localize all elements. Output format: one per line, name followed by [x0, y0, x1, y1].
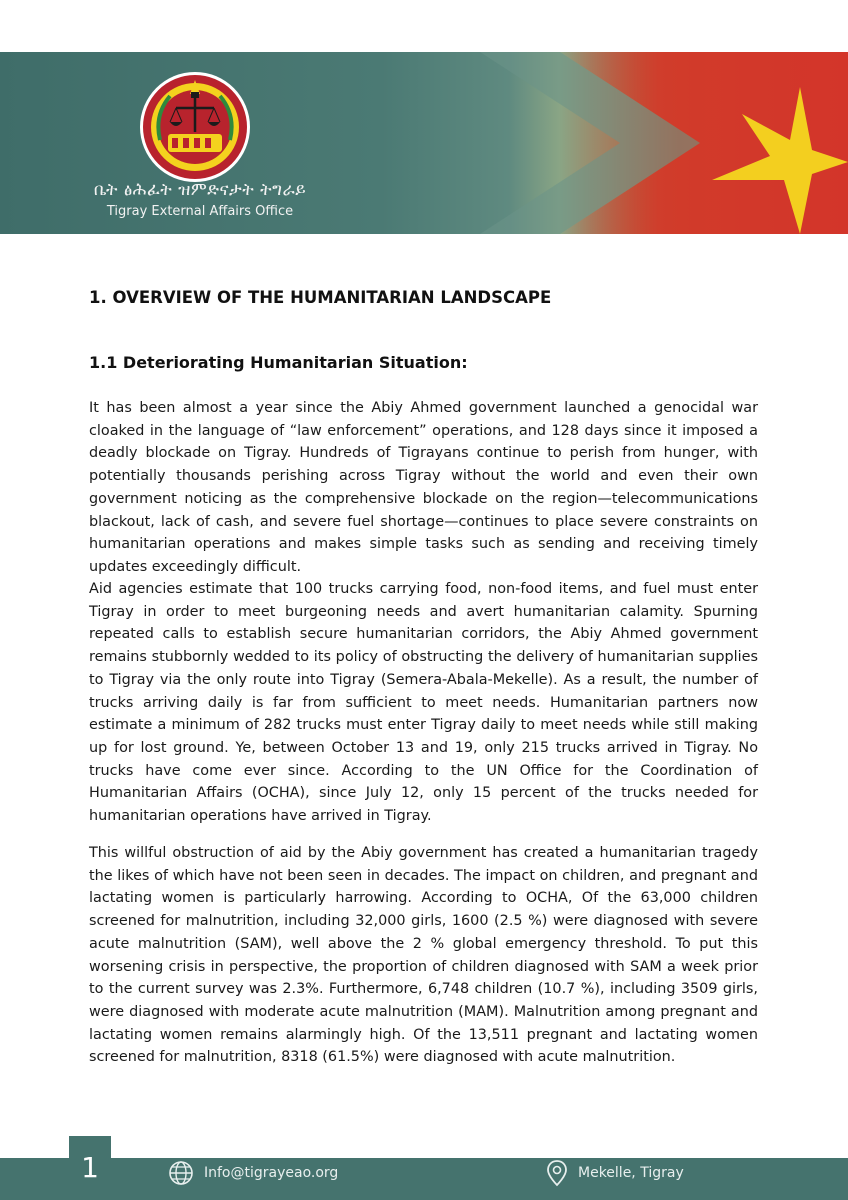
paragraph-2: Aid agencies estimate that 100 trucks carrying food, non-food items, and fuel must enter Tigray in order to meet burgeoning needs and avert humanitarian calamity. Spurning repeated calls to establish secure humanitarian corridors, the Abiy Ahmed government remains stubbornly wedded to its policy of obstructing the delivery of humanitarian supplies to Tigray via the only route into Tigray (Semera-Abala-Mekelle). As a result, the number of trucks arriving daily is far from sufficient to meet needs. Humanitarian partners now estimate a minimum of 282 trucks must enter Tigray daily to meet needs while still making up for lost ground. Ye, between October 13 and 19, only 215 trucks arrived in Tigray. No trucks have come ever since. According to the UN Office for the Coordination of Humanitarian Affairs (OCHA), since July 12, only 15 percent of the trucks needed for humanitarian operations have arrived in Tigray.	[89, 581, 758, 825]
section-subheading: 1.1 Deteriorating Humanitarian Situation:	[89, 353, 468, 372]
footer-location	[546, 1158, 684, 1188]
paragraph-3: This willful obstruction of aid by the Abiy government has created a humanitarian tragedy the likes of which have not been seen in decades. The impact on children, and pregnant and lactating women is particularly harrowing. According to OCHA, Of the 63,000 children screened for malnutrition, including 32,000 girls, 1600 (2.5 %) were diagnosed with severe acute malnutrition (SAM), well above the 2 % global emergency threshold. To put this worsening crisis in perspective, the proportion of children diagnosed with SAM a week prior to the current survey was 2.3%. Furthermore, 6,748 children (10.7 %), including 3509 girls, were diagnosed with moderate acute malnutrition (MAM). Malnutrition among pregnant and lactating women remains alarmingly high. Of the 13,511 pregnant and lactating women screened for malnutrition, 8318 (61.5%) were diagnosed with acute malnutrition.	[89, 845, 758, 1066]
page-number: 1	[69, 1136, 111, 1200]
location-pin-icon	[546, 1159, 568, 1187]
footer-bar	[0, 1158, 848, 1200]
paragraph-1: It has been almost a year since the Abiy Ahmed government launched a genocidal war cloaked in the language of “law enforcement” operations, and 128 days since it imposed a deadly blockade on Tigray. Hundreds of Tigrayans continue to perish from hunger, with potentially thousands perishing across Tigray without the world and even their own government noticing as the comprehensive blockade on the region—telecommunications blackout, lack of cash, and severe fuel shortage—continues to place severe constraints on humanitarian operations and makes simple tasks such as sending and receiving timely updates exceedingly difficult.	[89, 400, 758, 575]
footer-email[interactable]	[168, 1158, 338, 1188]
footer-email-text: Info@tigrayeao.org	[204, 1165, 339, 1181]
footer-location-text: Mekelle, Tigray	[578, 1165, 684, 1181]
tigray-emblem-logo-icon	[138, 70, 252, 184]
globe-icon	[168, 1160, 194, 1186]
org-name-english: Tigray External Affairs Office	[106, 204, 294, 219]
org-name-tigrinya: ቤት ፅሕፈት ዝምድናታት ትግራይ	[93, 180, 307, 200]
section-heading: 1. OVERVIEW OF THE HUMANITARIAN LANDSCAPE	[89, 288, 552, 307]
